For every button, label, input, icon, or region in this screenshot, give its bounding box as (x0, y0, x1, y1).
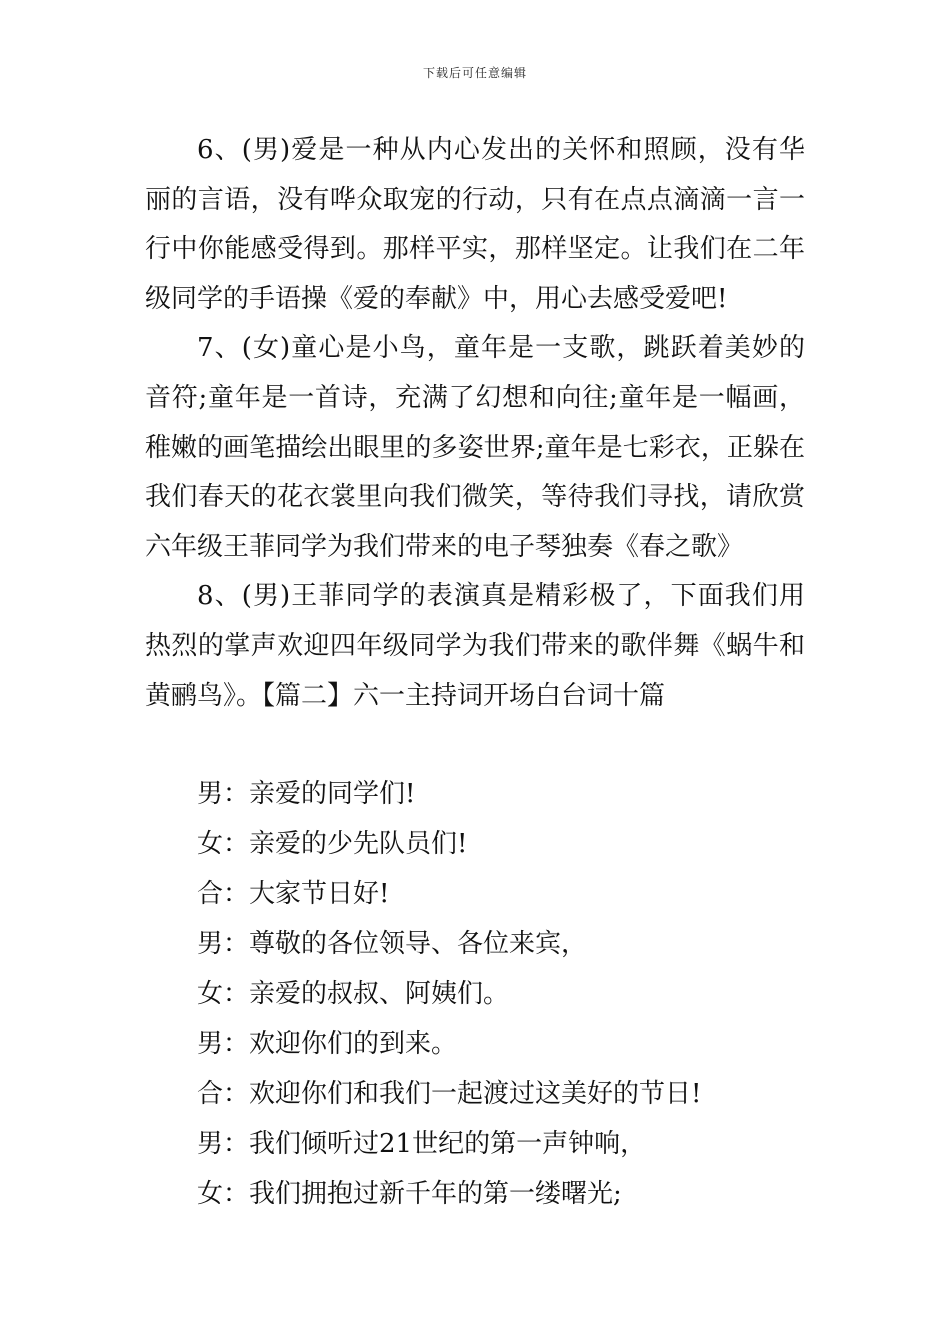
document-body (145, 126, 805, 1219)
dialogue-line: 女：我们拥抱过新千年的第一缕曙光; (197, 1179, 622, 1210)
page-header: 下载后可任意编辑 (422, 66, 527, 80)
dialogue-line: 女：亲爱的叔叔、阿姨们。 (197, 979, 510, 1010)
dialogue-line: 合：大家节日好! (197, 879, 390, 910)
dialogue-line: 男：尊敬的各位领导、各位来宾， (197, 929, 588, 960)
dialogue-line: 男：我们倾听过21世纪的第一声钟响， (197, 1129, 647, 1160)
section-gap (145, 721, 805, 769)
dialogue-line: 女：亲爱的少先队员们! (197, 829, 468, 860)
dialogue-line: 男：欢迎你们的到来。 (197, 1029, 458, 1060)
paragraph-8: 8、(男)王菲同学的表演真是精彩极了，下面我们用热烈的掌声欢迎四年级同学为我们带来的歌伴舞《蜗牛和黄鹂鸟》。【篇二】六一主持词开场白台词十篇 (145, 581, 805, 711)
paragraph-6: 6、(男)爱是一种从内心发出的关怀和照顾，没有华丽的言语，没有哗众取宠的行动，只有在点点滴滴一言一行中你能感受得到。那样平实，那样坚定。让我们在二年级同学的手语操《爱的奉献》中，用心去感受爱吧! (145, 135, 805, 314)
dialogue-line: 合：欢迎你们和我们一起渡过这美好的节日! (197, 1079, 702, 1110)
paragraph-7: 7、(女)童心是小鸟，童年是一支歌，跳跃着美妙的音符;童年是一首诗，充满了幻想和向往;童年是一幅画，稚嫩的画笔描绘出眼里的多姿世界;童年是七彩衣，正躲在我们春天的花衣裳里向我们微笑，等待我们寻找，请欣赏六年级王菲同学为我们带来的电子琴独奏《春之歌》 (145, 333, 805, 562)
dialogue-line: 男：亲爱的同学们! (197, 779, 416, 810)
